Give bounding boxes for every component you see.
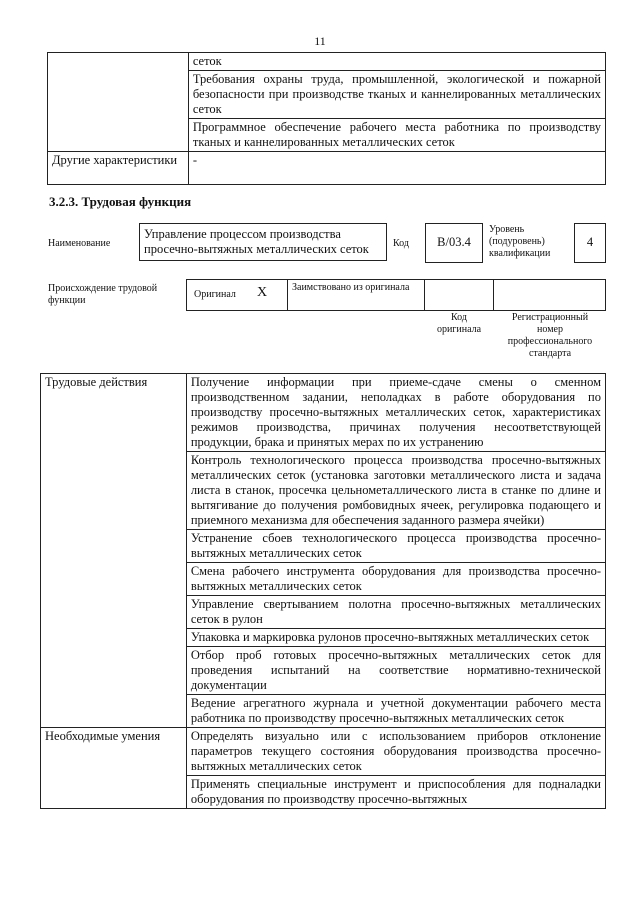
reg-number-label: Регистрационный номер профессионального стандарта — [507, 312, 593, 359]
row-value: Устранение сбоев технологического процесса производства просечно-вытяжных металлических сеток — [186, 530, 605, 563]
origin-label: Происхождение трудовой функции — [48, 283, 158, 306]
row-value: Программное обеспечение рабочего места работника по производству тканых и каннелированных металлических сеток — [188, 119, 605, 152]
main-table — [40, 373, 606, 809]
code-original-label: Код оригинала — [436, 312, 482, 335]
row-value: Ведение агрегатного журнала и учетной документации рабочего места работника по производству просечно-вытяжных металлических сеток — [186, 695, 605, 728]
row-value: Определять визуально или с использованием приборов отклонение параметров текущего состояния оборудования производства просечно-вытяжных металлических сеток — [186, 728, 605, 776]
code-value: B/03.4 — [437, 235, 471, 249]
table-row — [41, 374, 606, 452]
table-row — [48, 53, 606, 71]
row-value: Управление свертыванием полотна просечно-вытяжных металлических сеток в рулон — [186, 596, 605, 629]
row-value: сеток — [188, 53, 605, 71]
name-value: Управление процессом производства просечно-вытяжных металлических сеток — [144, 227, 369, 256]
page-number: 11 — [314, 34, 326, 48]
row-value: Упаковка и маркировка рулонов просечно-вытяжных металлических сеток — [186, 629, 605, 647]
row-value: Применять специальные инструмент и приспособления для подналадки оборудования по производству просечно-вытяжных — [186, 776, 605, 809]
row-value: Отбор проб готовых просечно-вытяжных металлических сеток для проведения испытаний на соответствие нормативно-технической документации — [186, 647, 605, 695]
row-value: Получение информации при приеме-сдаче смены о сменном производственном задании, неполадках в работе оборудования по производству просечно-вытяжных металлических сеток, характеристиках режимов производства, причинах получения несоответствующей продукции, брака и принятых мерах по их устранению — [186, 374, 605, 452]
row-label: Другие характеристики — [48, 152, 189, 185]
original-mark: X — [257, 285, 268, 300]
row-label: Необходимые умения — [41, 728, 187, 809]
row-value: - — [188, 152, 605, 185]
row-label: Трудовые действия — [41, 374, 187, 728]
row-value: Требования охраны труда, промышленной, экологической и пожарной безопасности при производстве тканых и каннелированных металлических сеток — [188, 71, 605, 119]
table-row — [48, 152, 606, 185]
row-value: Смена рабочего инструмента оборудования для производства просечно-вытяжных металлических сеток — [186, 563, 605, 596]
name-value-box — [139, 223, 387, 261]
original-label: Оригинал — [194, 289, 236, 300]
row-label — [48, 53, 189, 152]
level-value: 4 — [586, 235, 594, 249]
section-heading: 3.2.3. Трудовая функция — [49, 194, 192, 209]
name-label: Наименование — [48, 238, 111, 249]
code-value-box — [425, 223, 483, 263]
level-value-box — [574, 223, 606, 263]
row-value: Контроль технологического процесса производства просечно-вытяжных металлических сеток (установка заготовки металлического листа и задача листа в станок, просечка цельнометаллического листа в станке по длине и вытягивание до получения ромбовидных ячеек, регулировка подающего и приемного механизма для обеспечения заданного размера ячейки) — [186, 452, 605, 530]
borrowed-label: Заимствовано из оригинала — [292, 282, 410, 293]
code-label: Код — [393, 238, 409, 249]
level-label: Уровень (подуровень) квалификации — [489, 224, 551, 259]
table-row — [41, 728, 606, 776]
top-table — [47, 52, 606, 185]
